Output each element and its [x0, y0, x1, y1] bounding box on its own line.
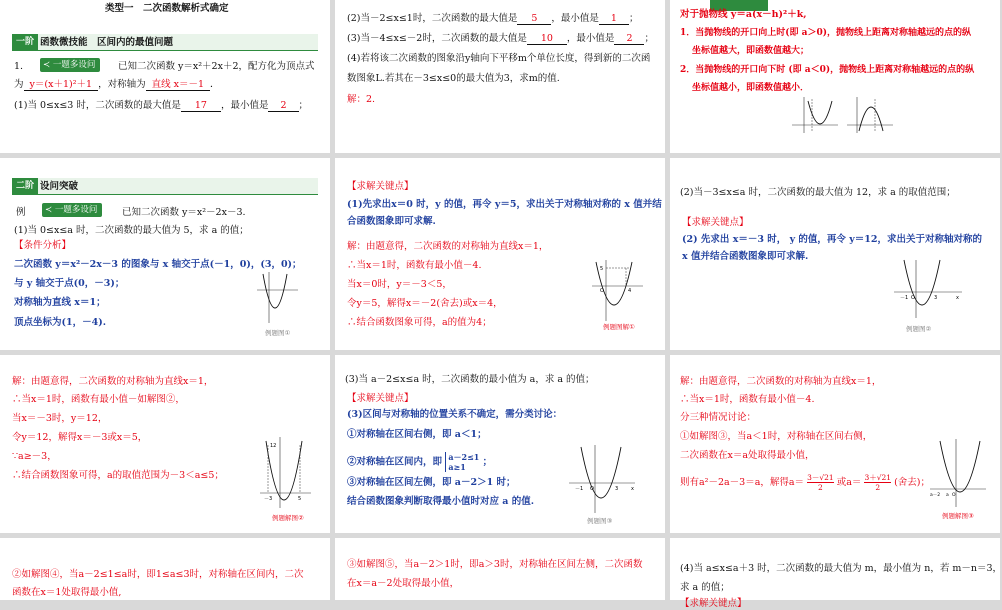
figure-caption: 例题图③ [587, 517, 613, 525]
question-4-line1: (4)当 a≤x≤a＋3 时，二次函数的最大值为 m，最小值为 n，若 m－n＝3， [680, 563, 1002, 574]
case-3-line2: 在x＝a－2处取得最小值， [347, 578, 460, 589]
parabola-down-sketch [845, 95, 895, 135]
example-figure-2 [892, 258, 964, 320]
svg-text:x: x [956, 295, 959, 301]
key-header: 【求解关键点】 [347, 181, 414, 192]
slide-5[interactable] [335, 158, 665, 350]
slide-6[interactable] [670, 158, 1000, 350]
svg-text:12: 12 [270, 443, 277, 449]
condition-2: 与 y 轴交于点(0，－3)； [14, 278, 125, 289]
solution-figure-1 [590, 258, 645, 323]
example-figure-1 [255, 270, 300, 325]
answer-4: 令y＝12，解得x＝－3或x＝5， [12, 432, 148, 443]
key-3: ③对称轴在区间左侧，即 a－2＞1 时； [347, 477, 516, 488]
slide-4[interactable] [0, 158, 330, 350]
answer-3: 当x＝0时，y＝－3＜5， [347, 279, 452, 290]
key-4: 结合函数图象判断取得最小值时对应 a 的值. [347, 496, 535, 507]
note-line0: 对于抛物线 y＝a(x－h)²＋k, [680, 9, 807, 20]
share-icon: ≺ [43, 60, 53, 70]
q1-text: 已知二次函数 y＝x²＋2x＋2，配方化为顶点式 [118, 61, 315, 72]
answer-2: ∴当x＝1时，函数有最小值－4. [347, 260, 482, 271]
svg-text:O: O [911, 295, 915, 301]
svg-text:O: O [590, 486, 594, 492]
svg-text:O: O [600, 288, 604, 294]
slide-12[interactable] [670, 538, 1002, 609]
figure-caption: 例题图解① [603, 323, 635, 331]
svg-text:3: 3 [934, 295, 938, 301]
note-line1: 1．当抛物线的开口向上时(即 a＞0)，抛物线上距离对称轴越远的点的纵 [680, 28, 972, 38]
slide-2[interactable] [335, 0, 665, 153]
answer-1: 解：由题意得，二次函数的对称轴为直线x＝1， [680, 376, 882, 387]
condition-4: 顶点坐标为(1，－4). [14, 317, 107, 328]
example-text: 已知二次函数 y＝x²－2x－3. [122, 207, 246, 218]
section-title: 类型一 二次函数解析式确定 [105, 3, 229, 14]
svg-text:a－2: a－2 [930, 493, 941, 498]
slide-3[interactable] [670, 0, 1000, 153]
svg-text:5: 5 [600, 266, 604, 272]
case-3-line1: ③如解图⑤，当a－2＞1时，即a＞3时，对称轴在区间左侧，二次函数 [347, 559, 643, 570]
case-2-line1: ②如解图④，当a－2≤1≤a时，即1≤a≤3时，对称轴在区间内，二次 [12, 569, 304, 580]
solution-figure-2 [258, 435, 313, 510]
multi-question-badge[interactable]: ≺ 一题多设问 [40, 58, 100, 72]
key-1: (1)先求出x＝0 时，y 的值，再令 y＝5，求出关于对称轴对称的 x 值并结 [347, 199, 662, 210]
q4-answer: 解：2. [347, 94, 376, 105]
answer-6: 则有a²－2a－3＝a，解得a＝ $\frac{3-√21}{2}$ 或a＝ $\frac{3+√21}{2}$ (舍去)； [680, 473, 930, 492]
figure-caption: 例题图② [906, 325, 932, 333]
slide-8[interactable] [335, 355, 665, 533]
tag-text: 函数微技能 区间内的最值问题 [40, 37, 174, 48]
svg-text:－1: －1 [575, 486, 584, 492]
level-tag: 二阶 [12, 178, 38, 194]
note-line2: 坐标值越大，即函数值越大； [692, 46, 810, 56]
condition-header: 【条件分析】 [14, 240, 72, 251]
slide-10[interactable] [0, 538, 330, 600]
svg-text:O: O [952, 493, 956, 498]
svg-text:－1: －1 [900, 295, 909, 301]
parabola-up-sketch [790, 95, 840, 135]
condition-1: 二次函数 y＝x²－2x－3 的图象与 x 轴交于点(－1，0)，(3，0)； [14, 259, 302, 270]
answer-3: 分三种情况讨论： [680, 412, 757, 423]
svg-text:－3: －3 [264, 496, 273, 502]
question-4-line2: 求 a 的值； [680, 582, 730, 593]
answer-3: 当x＝－3时，y＝12， [12, 413, 108, 424]
tag-text: 设问突破 [40, 181, 79, 192]
key-header: 【求解关键点】 [680, 598, 747, 609]
q2-line: (2)当－2≤x≤1时，二次函数的最大值是 5 ，最小值是 1 ； [347, 13, 639, 24]
slide-9[interactable] [670, 355, 1000, 533]
key-2: x 值并结合函数图象即可求解. [682, 251, 809, 262]
solution-figure-3 [928, 437, 988, 509]
share-icon: ≺ [45, 205, 55, 215]
level-tag: 一阶 [12, 34, 38, 50]
svg-text:a: a [946, 493, 949, 498]
answer-5: ∴结合函数图象可得，a的值为4； [347, 317, 492, 328]
svg-text:3: 3 [615, 486, 619, 492]
key-0: (3)区间与对称轴的位置关系不确定，需分类讨论： [347, 409, 563, 420]
key-1: ①对称轴在区间右侧，即 a＜1； [347, 429, 487, 440]
figure-caption: 例题图① [265, 329, 291, 337]
key-2: ②对称轴在区间内，即 a－2≤1 a≥1 ； [347, 452, 493, 472]
slide-11[interactable] [335, 538, 665, 600]
answer-2: ∴当x＝1时，函数有最小值－4. [680, 394, 815, 405]
note-line4: 坐标值越小，即函数值越小． [692, 83, 810, 93]
answer-1: 解：由题意得，二次函数的对称轴为直线x＝1， [347, 241, 549, 252]
q1-line2: 为 y＝(x＋1)²＋1 ，对称轴为 直线 x＝－1 ． [14, 79, 220, 90]
answer-5: ∵a≥－3， [12, 451, 57, 462]
answer-4: ①如解图③，当a＜1时，对称轴在区间右侧， [680, 431, 873, 442]
q1-part1: (1)当 0≤x≤3 时，二次函数的最大值是 17 ，最小值是 2 ； [14, 100, 309, 111]
key-1: (2) 先求出 x＝－3 时， y 的值，再令 y＝12，求出关于对称轴对称的 [682, 234, 982, 245]
example-q1: (1)当 0≤x≤a 时，二次函数的最大值为 5，求 a 的值； [14, 225, 249, 236]
example-label: 例 [16, 207, 26, 218]
figure-caption: 例题解图③ [942, 512, 974, 520]
svg-text:5: 5 [298, 496, 302, 502]
svg-text:4: 4 [628, 288, 632, 294]
answer-6: ∴结合函数图象可得，a的取值范围为－3＜a≤5； [12, 470, 224, 481]
q4-line2: 数图象L.若其在－3≤x≤0的最大值为3，求m的值. [347, 73, 560, 84]
answer-2: ∴当x＝1时，函数有最小值－如解图②， [12, 394, 185, 405]
slide-1[interactable] [0, 0, 330, 153]
condition-3: 对称轴为直线 x＝1； [14, 297, 106, 308]
question-3: (3)当 a－2≤x≤a 时，二次函数的最小值为 a，求 a 的值； [345, 374, 595, 385]
note-line3: 2．当抛物线的开口向下时 (即 a＜0)，抛物线上距离对称轴越远的点的纵 [680, 65, 975, 75]
slide-7[interactable] [0, 355, 330, 533]
example-figure-3 [567, 443, 637, 515]
key-2: 合函数图象即可求解. [347, 216, 436, 227]
q4-line1: (4)若将该二次函数的图象沿y轴向下平移m个单位长度，得到新的二次函 [347, 53, 651, 64]
q3-line: (3)当－4≤x≤－2时，二次函数的最大值是 10 ，最小值是 2 ； [347, 33, 654, 44]
question-2: (2)当－3≤x≤a 时，二次函数的最大值为 12，求 a 的取值范围； [680, 187, 956, 198]
key-header: 【求解关键点】 [682, 217, 749, 228]
multi-question-badge[interactable]: ≺ 一题多设问 [42, 203, 102, 217]
case-2-line2: 函数在x＝1处取得最小值, [12, 587, 122, 598]
answer-4: 令y＝5，解得x＝－2(舍去)或x＝4， [347, 298, 503, 309]
svg-text:x: x [631, 486, 634, 492]
answer-1: 解：由题意得，二次函数的对称轴为直线x＝1， [12, 376, 214, 387]
answer-5: 二次函数在x＝a处取得最小值， [680, 450, 815, 461]
figure-caption: 例题解图② [272, 514, 304, 522]
q1-number: 1. [14, 61, 24, 72]
key-header: 【求解关键点】 [347, 393, 414, 404]
